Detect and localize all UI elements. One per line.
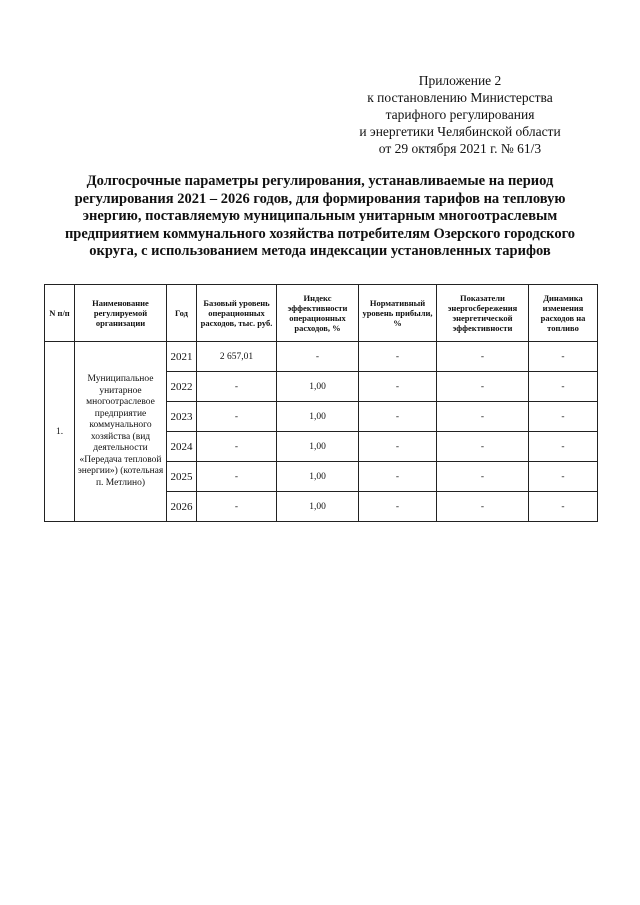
row-number: 1. bbox=[45, 342, 75, 522]
header-fuel-dynamics: Динамика изменения расходов на топливо bbox=[529, 285, 598, 342]
appendix-line: Приложение 2 bbox=[418, 73, 502, 88]
table-header-row bbox=[45, 285, 598, 342]
efficiency-index-cell: 1,00 bbox=[277, 462, 359, 492]
fuel-dynamics-cell: - bbox=[529, 462, 598, 492]
profit-level-cell: - bbox=[359, 372, 437, 402]
title-line: Долгосрочные параметры регулирования, устанавливаемые на период bbox=[86, 173, 554, 189]
appendix-block bbox=[300, 72, 620, 157]
profit-level-cell: - bbox=[359, 402, 437, 432]
profit-level-cell: - bbox=[359, 342, 437, 372]
title-line: энергию, поставляемую муниципальным унитарным многоотраслевым bbox=[82, 208, 558, 224]
base-opex-cell: - bbox=[197, 492, 277, 522]
regulation-parameters-table bbox=[44, 284, 598, 522]
header-year: Год bbox=[167, 285, 197, 342]
header-base-opex: Базовый уровень операционных расходов, тыс. руб. bbox=[197, 285, 277, 342]
profit-level-cell: - bbox=[359, 492, 437, 522]
organization-name: Муниципальное унитарное многоотраслевое предприятие коммунального хозяйства (вид деятельности «Передача тепловой энергии») (котельная п. Метлино) bbox=[75, 342, 167, 522]
fuel-dynamics-cell: - bbox=[529, 342, 598, 372]
efficiency-index-cell: - bbox=[277, 342, 359, 372]
energy-saving-cell: - bbox=[437, 432, 529, 462]
efficiency-index-cell: 1,00 bbox=[277, 402, 359, 432]
year-cell: 2022 bbox=[167, 372, 197, 402]
profit-level-cell: - bbox=[359, 462, 437, 492]
fuel-dynamics-cell: - bbox=[529, 492, 598, 522]
fuel-dynamics-cell: - bbox=[529, 402, 598, 432]
base-opex-cell: - bbox=[197, 432, 277, 462]
title-line: предприятием коммунального хозяйства потребителям Озерского городского bbox=[64, 225, 576, 242]
appendix-line: и энергетики Челябинской области bbox=[359, 124, 561, 139]
base-opex-cell: 2 657,01 bbox=[197, 342, 277, 372]
efficiency-index-cell: 1,00 bbox=[277, 492, 359, 522]
header-number: N п/п bbox=[45, 285, 75, 342]
base-opex-cell: - bbox=[197, 372, 277, 402]
appendix-line: от 29 октября 2021 г. № 61/3 bbox=[378, 141, 542, 156]
header-profit-level: Нормативный уровень прибыли, % bbox=[359, 285, 437, 342]
energy-saving-cell: - bbox=[437, 342, 529, 372]
year-cell: 2025 bbox=[167, 462, 197, 492]
year-cell: 2023 bbox=[167, 402, 197, 432]
base-opex-cell: - bbox=[197, 462, 277, 492]
header-organization: Наименование регулируемой организации bbox=[75, 285, 167, 342]
energy-saving-cell: - bbox=[437, 402, 529, 432]
header-efficiency-index: Индекс эффективности операционных расходов, % bbox=[277, 285, 359, 342]
fuel-dynamics-cell: - bbox=[529, 372, 598, 402]
table-row bbox=[45, 342, 598, 372]
energy-saving-cell: - bbox=[437, 492, 529, 522]
base-opex-cell: - bbox=[197, 402, 277, 432]
fuel-dynamics-cell: - bbox=[529, 432, 598, 462]
year-cell: 2026 bbox=[167, 492, 197, 522]
efficiency-index-cell: 1,00 bbox=[277, 372, 359, 402]
efficiency-index-cell: 1,00 bbox=[277, 432, 359, 462]
energy-saving-cell: - bbox=[437, 372, 529, 402]
year-cell: 2021 bbox=[167, 342, 197, 372]
header-energy-saving: Показатели энергосбережения энергетической эффективности bbox=[437, 285, 529, 342]
title-line: регулирования 2021 – 2026 годов, для формирования тарифов на тепловую bbox=[74, 190, 566, 207]
profit-level-cell: - bbox=[359, 432, 437, 462]
year-cell: 2024 bbox=[167, 432, 197, 462]
document-title bbox=[40, 173, 600, 261]
energy-saving-cell: - bbox=[437, 462, 529, 492]
appendix-line: к постановлению Министерства bbox=[367, 90, 553, 105]
appendix-line: тарифного регулирования bbox=[385, 107, 535, 122]
title-line: округа, с использованием метода индексации установленных тарифов bbox=[89, 243, 551, 259]
